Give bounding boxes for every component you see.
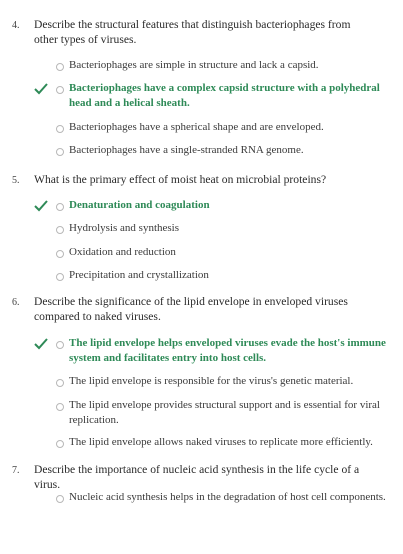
question-text: Describe the structural features that distinguish bacteriophages from other types of viruses. [34,18,351,46]
radio-icon[interactable] [56,63,64,71]
question-number: 5. [12,175,20,186]
option-text: The lipid envelope provides structural support and is essential for viral replication. [69,399,380,426]
option-text: The lipid envelope allows naked viruses to replicate more efficiently. [69,436,373,448]
radio-icon[interactable] [56,125,64,133]
radio-icon[interactable] [56,341,64,349]
option-text: The lipid envelope is responsible for the virus's genetic material. [69,375,354,387]
option-text: Nucleic acid synthesis helps in the degradation of host cell components. [69,491,386,503]
option-text: The lipid envelope helps enveloped viruses evade the host's immune system and facilitates entry into host cells. [69,337,386,364]
radio-icon[interactable] [56,440,64,448]
check-icon [33,337,49,351]
question-number: 6. [12,297,20,308]
radio-icon[interactable] [56,86,64,94]
question-text: What is the primary effect of moist heat on microbial proteins? [34,173,327,186]
radio-icon[interactable] [56,226,64,234]
option-text: Bacteriophages have a single-stranded RNA genome. [69,144,304,156]
radio-icon[interactable] [56,495,64,503]
radio-icon[interactable] [56,403,64,411]
option-text: Oxidation and reduction [69,246,176,258]
radio-icon[interactable] [56,148,64,156]
radio-icon[interactable] [56,203,64,211]
option-text: Bacteriophages are simple in structure and lack a capsid. [69,59,319,71]
question-number: 7. [12,465,20,476]
question-text: Describe the importance of nucleic acid synthesis in the life cycle of a virus. [34,463,360,491]
option-text: Denaturation and coagulation [69,199,210,211]
option-text: Precipitation and crystallization [69,269,209,281]
radio-icon[interactable] [56,379,64,387]
question-number: 4. [12,20,20,31]
check-icon [33,82,49,96]
option-text: Bacteriophages have a complex capsid structure with a polyhedral head and a helical sheath. [69,82,380,109]
check-icon [33,199,49,213]
radio-icon[interactable] [56,273,64,281]
option-text: Hydrolysis and synthesis [69,222,179,234]
option-text: Bacteriophages have a spherical shape and are enveloped. [69,121,324,133]
radio-icon[interactable] [56,250,64,258]
question-text: Describe the significance of the lipid envelope in enveloped viruses compared to naked viruses. [34,295,348,323]
